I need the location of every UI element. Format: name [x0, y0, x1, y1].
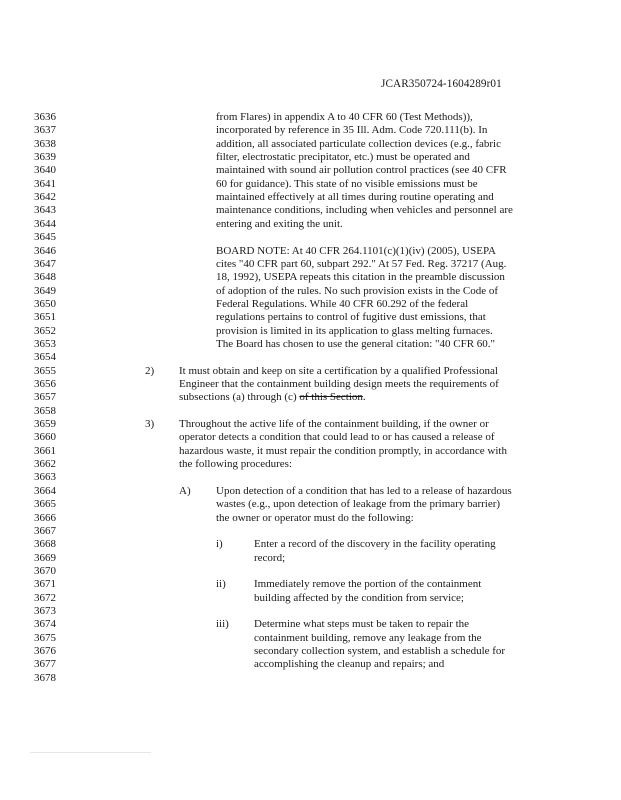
- line-number: 3670: [34, 564, 56, 577]
- line-text-body: incorporated by reference in 35 Ill. Adm. Code 720.111(b). In: [216, 124, 488, 137]
- line-text: [179, 430, 495, 444]
- line-number: 3650: [34, 297, 56, 310]
- line-number: 3654: [34, 351, 56, 364]
- line-number: 3641: [34, 177, 56, 190]
- line-text: [254, 644, 505, 658]
- line-text: [216, 497, 500, 511]
- line-number: 3668: [34, 538, 56, 551]
- line-text: [216, 284, 498, 298]
- line-text: [254, 631, 482, 645]
- list-marker: 3): [145, 418, 155, 431]
- line-number: 3640: [34, 164, 56, 177]
- line-number: 3666: [34, 511, 56, 524]
- line-number: 3652: [34, 324, 56, 337]
- line-text-body: regulations pertains to control of fugitive dust emissions, that: [216, 311, 486, 324]
- line-text: [254, 591, 464, 605]
- line-number: 3639: [34, 151, 56, 164]
- line-text: [216, 297, 468, 311]
- list-marker: 2): [145, 364, 155, 377]
- list-marker: A): [179, 484, 191, 497]
- line-text-tail: .: [362, 391, 366, 404]
- line-text: [179, 364, 498, 378]
- line-number: 3678: [34, 671, 56, 684]
- line-text: [216, 203, 513, 217]
- line-text-body: 60 for guidance). This state of no visible emissions must be: [216, 177, 478, 190]
- line-text: [216, 337, 495, 351]
- line-number: 3638: [34, 137, 56, 150]
- line-number: 3669: [34, 551, 56, 564]
- line-text-body: the owner or operator must do the following:: [216, 511, 414, 524]
- line-text-body: operator detects a condition that could lead to or has caused a release of: [179, 431, 495, 444]
- line-number: 3646: [34, 244, 56, 257]
- line-text-body: maintenance conditions, including when vehicles and personnel are: [216, 204, 513, 217]
- line-number: 3662: [34, 458, 56, 471]
- line-text-body: cites "40 CFR part 60, subpart 292." At 57 Fed. Reg. 37217 (Aug.: [216, 257, 507, 270]
- line-text-body: subsections (a) through (c): [179, 391, 300, 404]
- line-number: 3658: [34, 404, 56, 417]
- line-number: 3659: [34, 418, 56, 431]
- line-text: [254, 617, 469, 631]
- line-number: 3677: [34, 658, 56, 671]
- line-text: [216, 110, 473, 124]
- line-text: [216, 324, 493, 338]
- line-text-body: Engineer that the containment building design meets the requirements of: [179, 378, 499, 390]
- line-text-body: the following procedures:: [179, 458, 293, 471]
- line-number: 3655: [34, 364, 56, 377]
- line-text: [254, 657, 444, 671]
- line-text: [216, 217, 343, 231]
- line-text-body: record;: [254, 551, 286, 564]
- line-text-body: provision is limited in its application to glass melting furnaces.: [216, 324, 493, 337]
- line-text-body: accomplishing the cleanup and repairs; and: [254, 658, 445, 671]
- line-number: 3645: [34, 231, 56, 244]
- line-text: [179, 390, 366, 404]
- line-text-body: The Board has chosen to use the general citation: "40 CFR 60.": [216, 337, 496, 350]
- line-text: [216, 177, 478, 191]
- line-text: [216, 190, 494, 204]
- line-number: 3653: [34, 337, 56, 350]
- line-number: 3644: [34, 217, 56, 230]
- line-text-body: secondary collection system, and establish a schedule for: [254, 645, 506, 657]
- line-text-body: addition, all associated particulate collection devices (e.g., fabric: [216, 137, 501, 150]
- list-marker: iii): [216, 618, 229, 631]
- line-number: 3665: [34, 498, 56, 511]
- line-number: 3647: [34, 257, 56, 270]
- line-text: [179, 457, 292, 471]
- line-text-body: Determine what steps must be taken to repair the: [254, 618, 470, 631]
- line-text-body: Immediately remove the portion of the containment: [254, 578, 482, 591]
- line-text: [254, 577, 481, 591]
- line-text: [254, 537, 496, 551]
- line-number: 3643: [34, 204, 56, 217]
- line-text: [179, 417, 489, 431]
- line-text-body: 18, 1992), USEPA repeats this citation in the preamble discussion: [216, 271, 505, 284]
- line-text-body: hazardous waste, it must repair the condition promptly, in accordance with: [179, 444, 507, 457]
- line-number: 3642: [34, 191, 56, 204]
- line-text: [216, 163, 507, 177]
- line-text: [179, 377, 499, 391]
- line-number: 3657: [34, 391, 56, 404]
- line-number: 3649: [34, 284, 56, 297]
- struck-text: of this Section: [299, 391, 363, 404]
- line-number: 3661: [34, 444, 56, 457]
- line-text-body: maintained effectively at all times during routine operating and: [216, 191, 494, 204]
- line-text: [216, 244, 496, 258]
- line-text-body: from Flares) in appendix A to 40 CFR 60 (Test Methods)),: [216, 111, 473, 123]
- line-number: 3672: [34, 591, 56, 604]
- line-text: [216, 257, 506, 271]
- line-text: [216, 123, 487, 137]
- line-number: 3636: [34, 111, 56, 123]
- line-number: 3664: [34, 484, 56, 497]
- line-text-body: maintained with sound air pollution control practices (see 40 CFR: [216, 164, 507, 177]
- line-text-body: of adoption of the rules. No such provision exists in the Code of: [216, 284, 498, 297]
- line-text: [254, 551, 285, 565]
- line-text: [216, 484, 512, 498]
- line-number: 3663: [34, 471, 56, 484]
- line-text: [179, 444, 507, 458]
- line-text-body: Upon detection of a condition that has led to a release of hazardous: [216, 484, 512, 497]
- line-text: [216, 137, 501, 151]
- line-text-body: wastes (e.g., upon detection of leakage from the primary barrier): [216, 498, 501, 511]
- line-number: 3660: [34, 431, 56, 444]
- line-text: [216, 310, 486, 324]
- line-text-body: Throughout the active life of the containment building, if the owner or: [179, 418, 489, 431]
- line-text-body: entering and exiting the unit.: [216, 217, 343, 230]
- line-number: 3637: [34, 124, 56, 137]
- line-number: 3667: [34, 524, 56, 537]
- line-text: [216, 150, 470, 164]
- line-text-body: building affected by the condition from service;: [254, 591, 464, 604]
- line-text-body: Enter a record of the discovery in the facility operating: [254, 538, 496, 551]
- list-marker: i): [216, 538, 223, 551]
- footer-rule: [30, 752, 151, 753]
- document-id-header: JCAR350724-1604289r01: [381, 78, 502, 90]
- line-text-body: Federal Regulations. While 40 CFR 60.292 of the federal: [216, 297, 469, 310]
- line-text-body: BOARD NOTE: At 40 CFR 264.1101(c)(1)(iv) (2005), USEPA: [216, 244, 496, 257]
- line-text-body: It must obtain and keep on site a certification by a qualified Professional: [179, 364, 498, 377]
- line-number: 3648: [34, 271, 56, 284]
- line-number: 3651: [34, 311, 56, 324]
- line-number: 3675: [34, 631, 56, 644]
- list-marker: ii): [216, 578, 226, 591]
- line-number: 3656: [34, 378, 56, 390]
- line-text: [216, 511, 414, 525]
- line-number: 3674: [34, 618, 56, 631]
- line-number: 3676: [34, 645, 56, 657]
- line-text-body: filter, electrostatic precipitator, etc.) must be operated and: [216, 151, 470, 164]
- line-number: 3673: [34, 604, 56, 617]
- line-text-body: containment building, remove any leakage from the: [254, 631, 482, 644]
- line-number: 3671: [34, 578, 56, 591]
- line-text: [216, 270, 505, 284]
